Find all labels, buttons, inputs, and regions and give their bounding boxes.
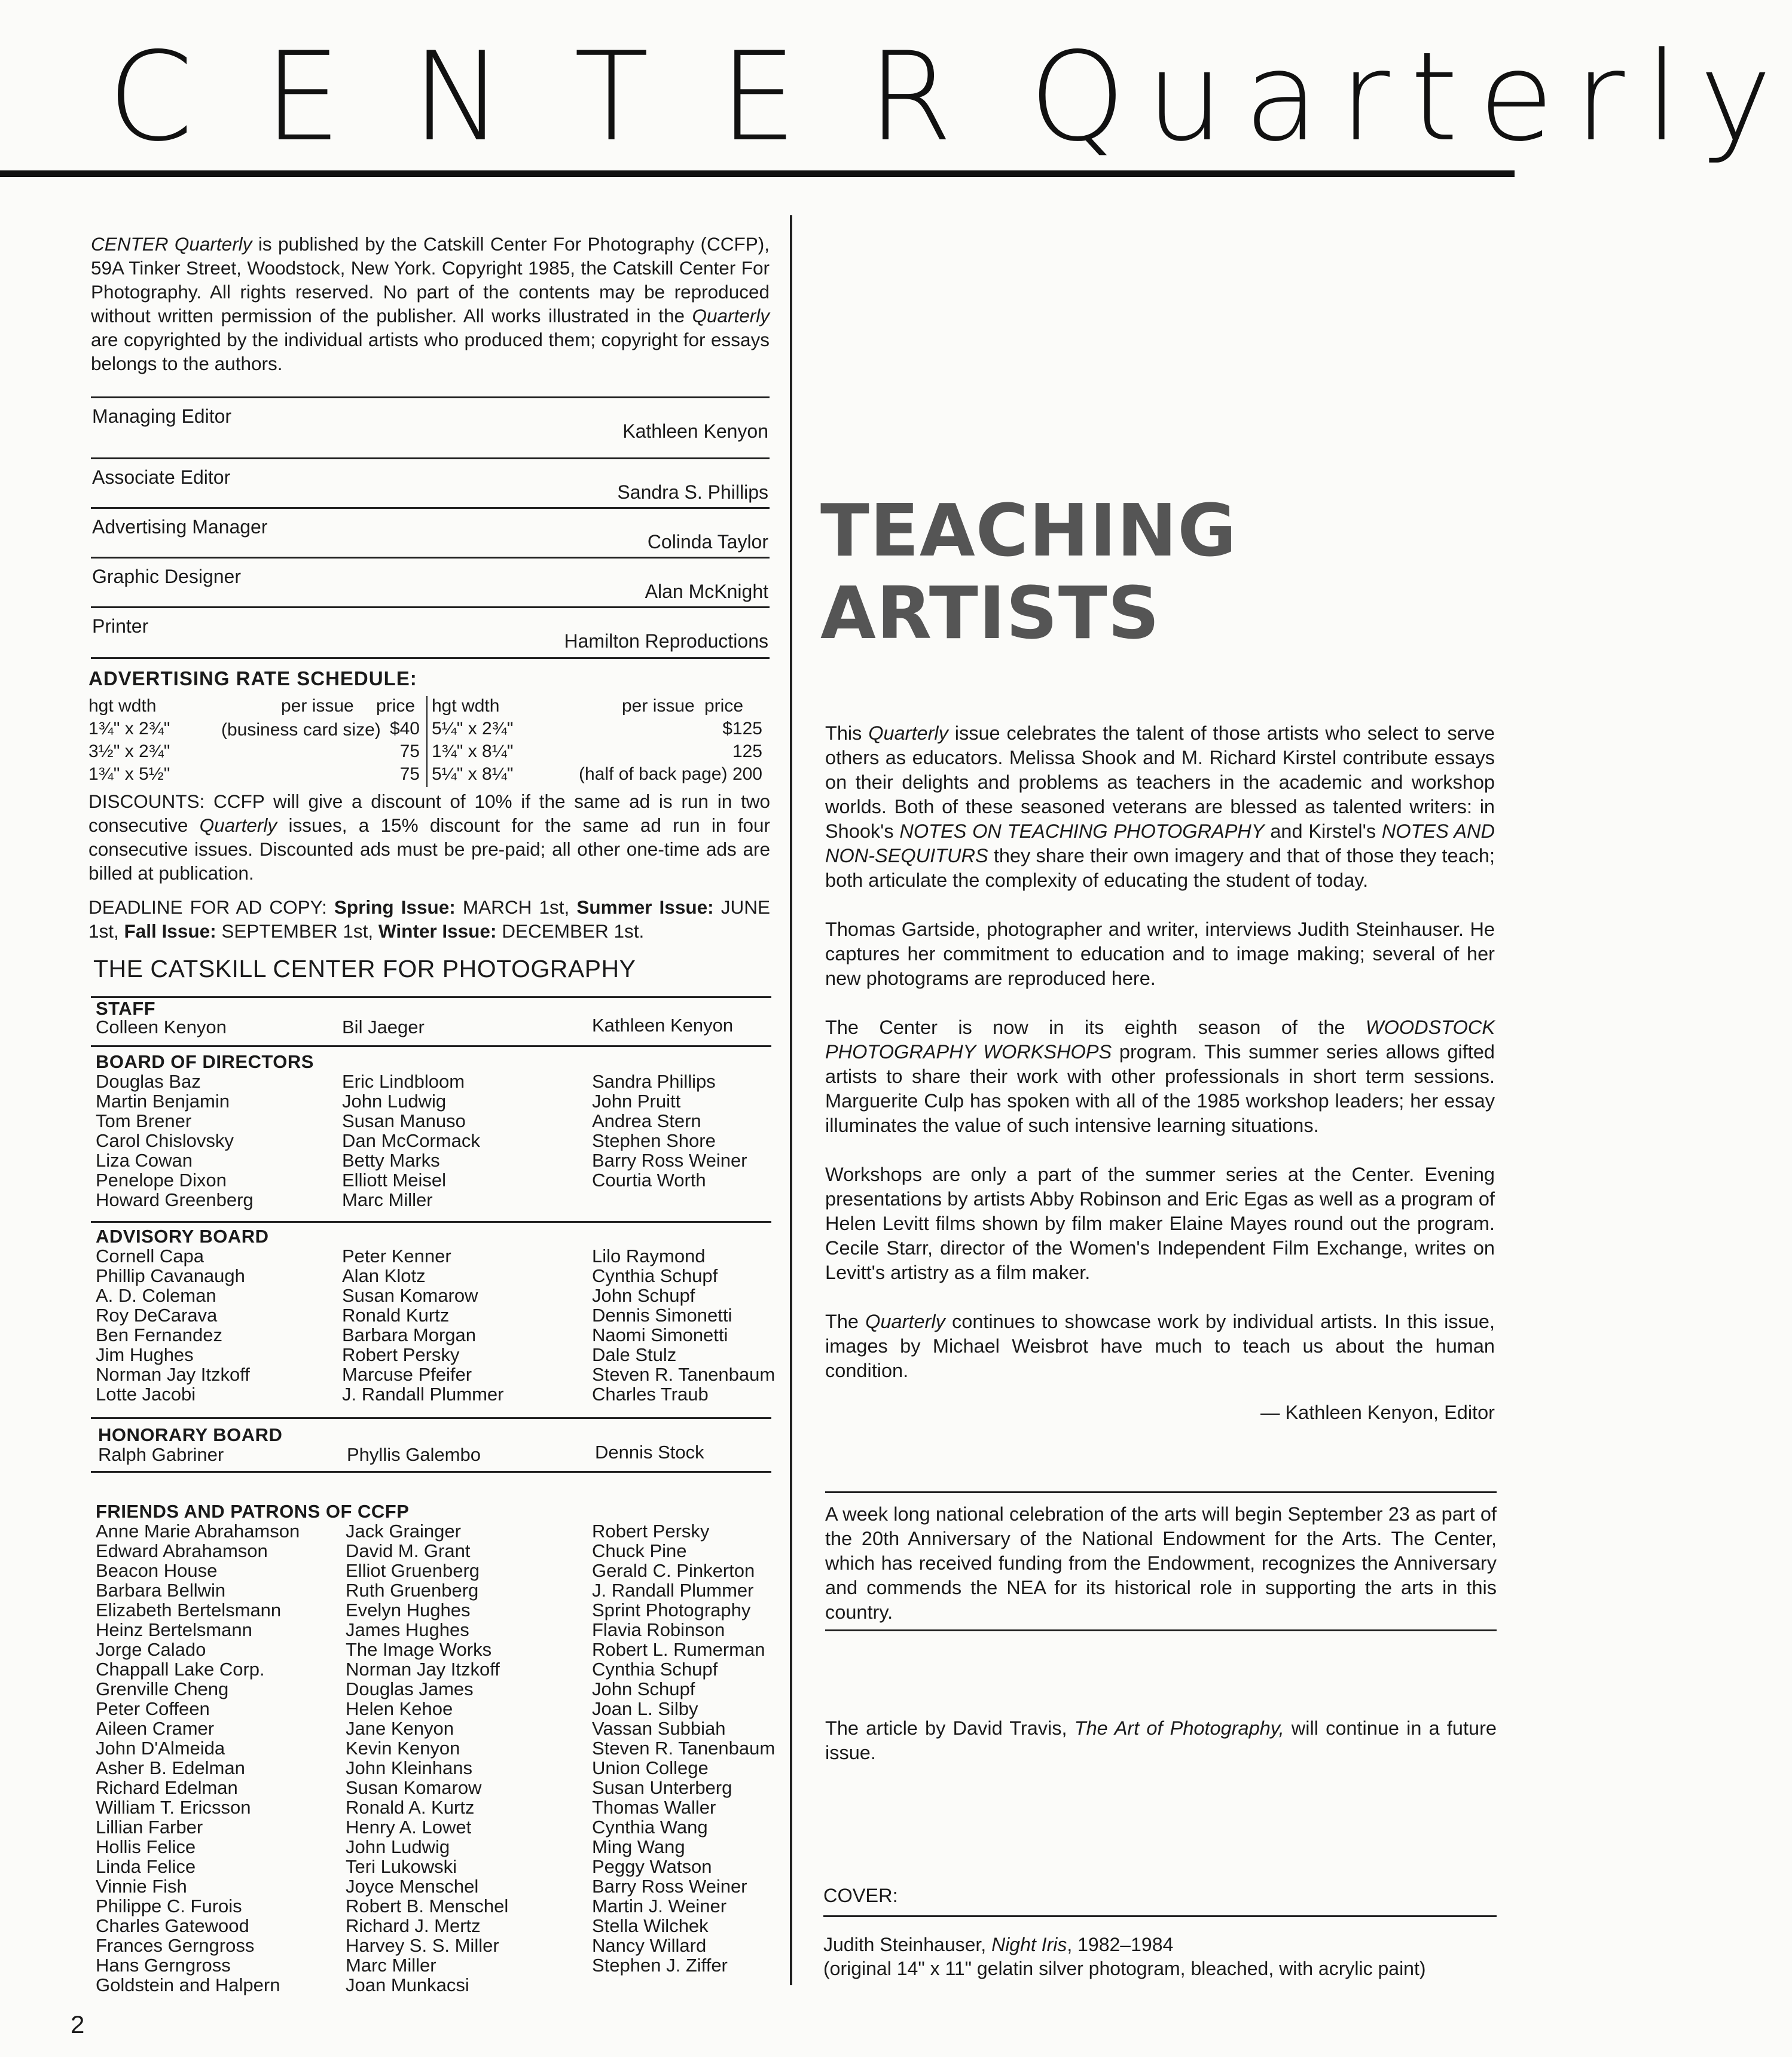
staff-name: Kathleen Kenyon: [592, 1015, 734, 1036]
rate-header-price: price: [704, 696, 744, 716]
travis-note: [825, 1716, 1497, 1765]
discounts-text-a: DISCOUNTS: CCFP will give a discount of 10% if the same ad is run in two consecutive: [88, 791, 770, 836]
role-label: Managing Editor: [92, 405, 232, 427]
column-divider: [790, 215, 792, 1985]
fall-label: Fall Issue:: [124, 920, 216, 942]
section-rule: [91, 1045, 771, 1047]
summer-date: JUNE 1st,: [88, 896, 770, 942]
rate-price: $40: [389, 719, 420, 738]
masthead-row-associate-editor: [91, 457, 770, 508]
honorary-heading: HONORARY BOARD: [98, 1424, 283, 1445]
rate-size: 1¾" x 5½": [88, 764, 170, 784]
rate-note: (half of back page): [579, 764, 728, 784]
rate-header-per-issue: per issue: [622, 696, 695, 716]
masthead-row-printer: [91, 606, 770, 659]
p1-essay-title-2: NOTES AND NON-SEQUITURS: [825, 820, 1495, 866]
ad-rate-title: ADVERTISING RATE SCHEDULE:: [88, 667, 417, 689]
role-label: Graphic Designer: [92, 566, 241, 587]
friends-names-col-2: Jack Grainger David M. Grant Elliot Gruenberg Ruth Gruenberg Evelyn Hughes James Hughes The Image Works Norman Jay Itzkoff Douglas James Helen Kehoe Jane Kenyon Kevin Kenyon John Kleinhans Susan Komarow Ronald A. Kurtz Henry A. Lowet John Ludwig Teri Lukowski Joyce Menschel Robert B. Menschel Richard J. Mertz Harvey S. S. Miller Marc Miller Joan Munkacsi: [346, 1521, 509, 1995]
friends-heading: FRIENDS AND PATRONS OF CCFP: [96, 1501, 410, 1522]
honorary-name: Dennis Stock: [595, 1442, 704, 1463]
p1-text-a: This: [825, 722, 869, 744]
section-rule: [91, 1221, 771, 1223]
role-label: Associate Editor: [92, 466, 231, 488]
editorial-paragraph-4: Workshops are only a part of the summer series at the Center. Evening presentations by artists Abby Robinson and Eric Egas as well as a program of Helen Levitt films shown by film maker Elaine Mayes round out the program. Cecile Starr, director of the Women's Independent Film Exchange, writes on Levitt's artistry as a film maker.: [825, 1164, 1495, 1283]
p5-quarterly: Quarterly: [865, 1311, 945, 1332]
cover-years: , 1982–1984: [1067, 1934, 1174, 1955]
rate-size: 5¼" x 2¾": [432, 719, 514, 738]
role-label: Printer: [92, 615, 149, 637]
nea-notice: A week long national celebration of the arts will begin September 23 as part of the 20th Anniversary of the National Endowment for the Arts. The Center, which has received funding from the Endowment, recognizes the Anniversary and commends the NEA for its historical role in supporting the arts in this country.: [825, 1503, 1497, 1623]
rate-price: 200: [732, 764, 762, 784]
rate-size: 1¾" x 2¾": [88, 719, 170, 738]
editor-signature: — Kathleen Kenyon, Editor: [1260, 1402, 1495, 1423]
honorary-name: Ralph Gabriner: [98, 1444, 224, 1465]
friends-names-col-1: Anne Marie Abrahamson Edward Abrahamson Beacon House Barbara Bellwin Elizabeth Bertelsmann Heinz Bertelsmann Jorge Calado Chappall Lake Corp. Grenville Cheng Peter Coffeen Aileen Cramer John D'Almeida Asher B. Edelman Richard Edelman William T. Ericsson Lillian Farber Hollis Felice Linda Felice Vinnie Fish Philippe C. Furois Charles Gatewood Frances Gerngross Hans Gerngross Goldstein and Halpern: [96, 1521, 300, 1995]
rate-price: 75: [399, 741, 420, 761]
rate-header-dims: hgt wdth: [88, 696, 157, 716]
discounts-text-b: issues, a 15% discount for the same ad run in four consecutive issues. Discounted ads must be pre-paid; all other one-time ads are billed at publication.: [88, 814, 770, 884]
p1-text-c: and Kirstel's: [1264, 820, 1382, 842]
winter-label: Winter Issue:: [378, 920, 497, 942]
rate-header-dims: hgt wdth: [432, 696, 500, 716]
notice-rule-bottom: [825, 1629, 1497, 1631]
p3-program-title: WOODSTOCK PHOTOGRAPHY WORKSHOPS: [825, 1017, 1495, 1063]
p3-text-b: program. This summer series allows gifted artists to share their work with other professionals in short term sessions. Marguerite Culp has spoken with all of the 1985 workshop leaders; her essay illuminates the value of such intensive learning situations.: [825, 1041, 1495, 1136]
cover-description: (original 14" x 11" gelatin silver photogram, bleached, with acrylic paint): [823, 1958, 1426, 1979]
p1-text-d: they share their own imagery and that of those they teach; both articulate the complexity of educating the student of today.: [825, 845, 1495, 891]
masthead-rule: [0, 170, 1515, 177]
masthead-title: [108, 26, 1792, 169]
section-rule: [91, 1471, 771, 1473]
rate-price: $125: [722, 719, 762, 738]
publication-title: CENTER Quarterly: [91, 233, 252, 255]
p1-text-b: issue celebrates the talent of those artists who select to serve others as educators. Melissa Shook and M. Richard Kirstel contribute essays on their delights and problems as teachers in the academic and workshop worlds. Both of these seasoned veterans are blessed as talented writers: in Shook's: [825, 722, 1495, 842]
masthead-center: CENTER: [108, 26, 1024, 169]
publication-notice: [91, 232, 770, 376]
honorary-name: Phyllis Galembo: [347, 1444, 481, 1465]
person-name: Hamilton Reproductions: [564, 630, 768, 652]
person-name: Alan McKnight: [645, 581, 768, 602]
discounts-text: [88, 789, 770, 885]
discounts-quarterly: Quarterly: [199, 814, 277, 836]
masthead-row-graphic-designer: [91, 557, 770, 608]
rate-size: 1¾" x 8¼": [432, 741, 514, 761]
staff-name: Bil Jaeger: [342, 1017, 425, 1037]
cover-artist: Judith Steinhauser,: [823, 1934, 992, 1955]
advisory-names-col-1: Cornell Capa Phillip Cavanaugh A. D. Coleman Roy DeCarava Ben Fernandez Jim Hughes Norman Jay Itzkoff Lotte Jacobi: [96, 1246, 250, 1405]
editorial-paragraph-1: [825, 721, 1495, 893]
rate-price: 125: [732, 741, 762, 761]
rate-size: 3½" x 2¾": [88, 741, 170, 761]
p1-quarterly: Quarterly: [868, 722, 948, 744]
publication-notice-text: is published by the Catskill Center For Photography (CCFP), 59A Tinker Street, Woodstock, New York. Copyright 1985, the Catskill Center For Photography. All rights reserved. No part of the contents may be reproduced without written permission of the publisher. All works illustrated in the: [91, 233, 770, 326]
editorial-paragraph-3: [825, 1015, 1495, 1138]
org-title: THE CATSKILL CENTER FOR PHOTOGRAPHY: [93, 955, 636, 982]
rate-table-divider: [426, 696, 428, 787]
cover-rule: [823, 1915, 1497, 1917]
friends-names-col-3: Robert Persky Chuck Pine Gerald C. Pinkerton J. Randall Plummer Sprint Photography Flavia Robinson Robert L. Rumerman Cynthia Schupf John Schupf Joan L. Silby Vassan Subbiah Steven R. Tanenbaum Union College Susan Unterberg Thomas Waller Cynthia Wang Ming Wang Peggy Watson Barry Ross Weiner Martin J. Weiner Stella Wilchek Nancy Willard Stephen J. Ziffer: [592, 1521, 776, 1976]
section-rule: [91, 996, 771, 998]
staff-name: Colleen Kenyon: [96, 1017, 227, 1037]
travis-text-b: will continue in a future issue.: [825, 1717, 1497, 1763]
role-label: Advertising Manager: [92, 516, 268, 538]
board-names-col-3: Sandra Phillips John Pruitt Andrea Stern Stephen Shore Barry Ross Weiner Courtia Worth: [592, 1071, 747, 1191]
deadline-text: [88, 895, 770, 943]
editorial-paragraph-2: Thomas Gartside, photographer and writer, interviews Judith Steinhauser. He captures her commitment to education and to image making; several of her new photograms are reproduced here.: [825, 918, 1495, 989]
editorial-paragraph-5: [825, 1310, 1495, 1383]
cover-title: Night Iris: [991, 1934, 1067, 1955]
advisory-names-col-3: Lilo Raymond Cynthia Schupf John Schupf Dennis Simonetti Naomi Simonetti Dale Stulz Steven R. Tanenbaum Charles Traub: [592, 1246, 776, 1405]
p3-text-a: The Center is now in its eighth season of the: [825, 1017, 1366, 1038]
spring-label: Spring Issue:: [334, 896, 456, 918]
cover-label: COVER:: [823, 1885, 898, 1906]
person-name: Colinda Taylor: [647, 531, 768, 553]
spring-date: MARCH 1st,: [455, 896, 577, 918]
board-names-col-1: Douglas Baz Martin Benjamin Tom Brener Carol Chislovsky Liza Cowan Penelope Dixon Howard Greenberg: [96, 1071, 254, 1210]
cover-credit: [823, 1933, 1499, 1957]
publication-notice-text-2: are copyrighted by the individual artists who produced them; copyright for essays belongs to the authors.: [91, 329, 770, 374]
section-rule: [91, 1417, 771, 1419]
notice-rule-top: [825, 1491, 1497, 1493]
person-name: Sandra S. Phillips: [617, 481, 768, 503]
p5-text-b: continues to showcase work by individual artists. In this issue, images by Michael Weisbrot have much to teach us about the human condition.: [825, 1311, 1495, 1381]
p1-essay-title-1: NOTES ON TEACHING PHOTOGRAPHY: [899, 820, 1265, 842]
p5-text-a: The: [825, 1311, 866, 1332]
cover-caption: [823, 1933, 1499, 1980]
travis-article-title: The Art of Photography,: [1074, 1717, 1284, 1739]
masthead-quarterly: Quarterly: [1029, 26, 1792, 169]
advisory-names-col-2: Peter Kenner Alan Klotz Susan Komarow Ronald Kurtz Barbara Morgan Robert Persky Marcuse Pfeifer J. Randall Plummer: [342, 1246, 504, 1405]
rate-size: 5¼" x 8¼": [432, 764, 514, 784]
publication-notice-quarterly: Quarterly: [692, 305, 770, 326]
board-names-col-2: Eric Lindbloom John Ludwig Susan Manuso Dan McCormack Betty Marks Elliott Meisel Marc Miller: [342, 1071, 480, 1210]
rate-header-per-issue: per issue: [281, 696, 354, 716]
travis-text-a: The article by David Travis,: [825, 1717, 1074, 1739]
page-number: 2: [71, 2010, 85, 2038]
masthead-row-managing-editor: [91, 396, 770, 447]
winter-date: DECEMBER 1st.: [496, 920, 645, 942]
summer-label: Summer Issue:: [576, 896, 714, 918]
board-heading: BOARD OF DIRECTORS: [96, 1051, 314, 1072]
feature-heading: TEACHING ARTISTS: [820, 490, 1237, 655]
rate-price: 75: [399, 764, 420, 784]
masthead-row-advertising-manager: [91, 507, 770, 558]
advisory-heading: ADVISORY BOARD: [96, 1226, 269, 1247]
editorial-column: [825, 721, 1495, 1449]
rate-header-price: price: [376, 696, 416, 716]
fall-date: SEPTEMBER 1st,: [216, 920, 378, 942]
person-name: Kathleen Kenyon: [622, 420, 768, 442]
staff-heading: STAFF: [96, 998, 156, 1019]
rate-note: (business card size): [221, 720, 381, 740]
deadline-label: DEADLINE FOR AD COPY:: [88, 896, 334, 918]
